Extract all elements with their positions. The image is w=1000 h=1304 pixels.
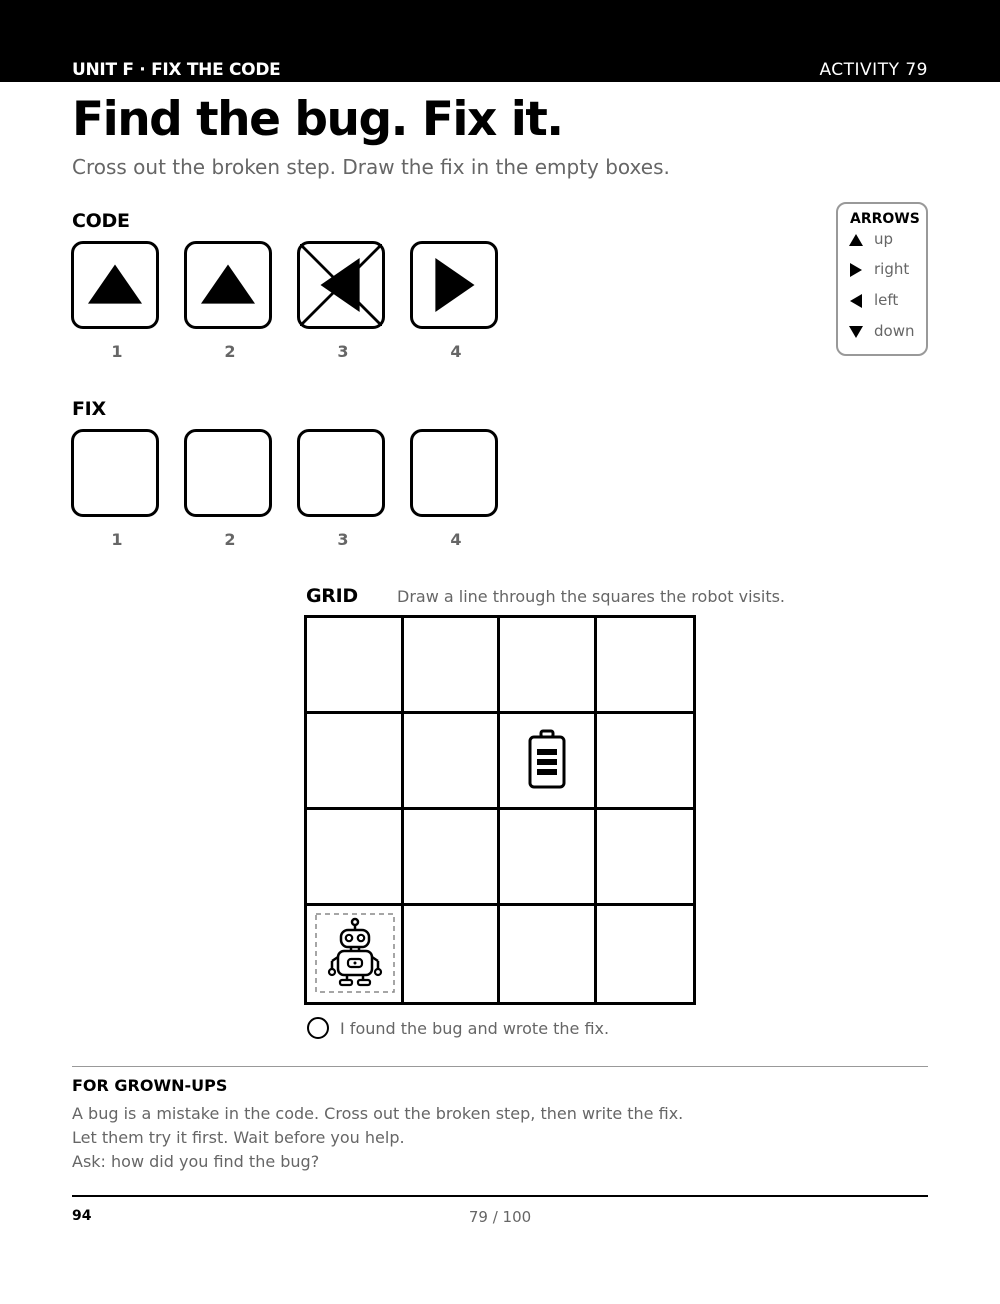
fix-box-4[interactable] — [410, 429, 498, 517]
robot-icon — [325, 917, 385, 989]
legend-label: down — [874, 322, 915, 340]
grid-instruction: Draw a line through the squares the robot visits. — [397, 587, 786, 606]
legend-label: right — [874, 260, 910, 278]
code-step-number: 1 — [111, 342, 123, 361]
grid-cell[interactable] — [404, 618, 501, 714]
grown-ups-line: Ask: how did you find the bug? — [72, 1152, 320, 1171]
fix-step-number: 4 — [450, 530, 462, 549]
code-step-1[interactable] — [71, 241, 159, 329]
grid-cell-battery[interactable] — [500, 714, 597, 810]
fix-step-number: 1 — [111, 530, 123, 549]
header-bar — [0, 0, 1000, 82]
activity-label: ACTIVITY 79 — [819, 60, 928, 80]
legend-label: left — [874, 291, 899, 309]
fix-box-3[interactable] — [297, 429, 385, 517]
fix-box-2[interactable] — [184, 429, 272, 517]
grid-cell[interactable] — [597, 618, 694, 714]
unit-label: UNIT F · FIX THE CODE — [72, 60, 281, 80]
grid-cell[interactable] — [404, 714, 501, 810]
fix-label: FIX — [72, 398, 106, 420]
legend-label: up — [874, 230, 894, 248]
code-step-3[interactable] — [297, 241, 385, 329]
down-arrow-icon — [848, 324, 864, 340]
up-arrow-icon — [74, 244, 156, 326]
grid-cell[interactable] — [307, 714, 404, 810]
checkbox-label: I found the bug and wrote the fix. — [340, 1019, 610, 1038]
fix-step-number: 2 — [224, 530, 236, 549]
code-step-number: 2 — [224, 342, 236, 361]
grid-cell[interactable] — [500, 906, 597, 1002]
grown-ups-line: A bug is a mistake in the code. Cross out the broken step, then write the fix. — [72, 1104, 684, 1123]
grid-cell[interactable] — [597, 906, 694, 1002]
footer-divider — [72, 1195, 928, 1197]
grown-ups-line: Let them try it first. Wait before you help. — [72, 1128, 405, 1147]
grid-cell[interactable] — [404, 810, 501, 906]
grid-cell-robot[interactable] — [307, 906, 404, 1002]
up-arrow-icon — [848, 232, 864, 248]
grid-cell[interactable] — [597, 810, 694, 906]
activity-progress: 79 / 100 — [468, 1208, 532, 1226]
code-step-number: 4 — [450, 342, 462, 361]
code-step-number: 3 — [337, 342, 349, 361]
grid-cell[interactable] — [307, 810, 404, 906]
robot-grid[interactable] — [304, 615, 696, 1005]
left-arrow-icon — [300, 244, 382, 326]
code-step-2[interactable] — [184, 241, 272, 329]
arrows-legend — [836, 202, 928, 356]
grid-cell[interactable] — [500, 810, 597, 906]
grid-cell[interactable] — [597, 714, 694, 810]
left-arrow-icon — [848, 293, 864, 309]
battery-icon — [527, 729, 567, 791]
grown-ups-title: FOR GROWN-UPS — [72, 1076, 228, 1095]
right-arrow-icon — [413, 244, 495, 326]
found-bug-checkbox[interactable] — [307, 1017, 329, 1039]
page-title: Find the bug. Fix it. — [72, 92, 563, 147]
right-arrow-icon — [848, 262, 864, 278]
grid-cell[interactable] — [404, 906, 501, 1002]
grid-label: GRID — [306, 585, 358, 607]
grid-cell[interactable] — [307, 618, 404, 714]
legend-title: ARROWS — [850, 211, 920, 227]
fix-step-number: 3 — [337, 530, 349, 549]
page-number: 94 — [72, 1208, 92, 1224]
fix-box-1[interactable] — [71, 429, 159, 517]
code-step-4[interactable] — [410, 241, 498, 329]
grid-cell[interactable] — [500, 618, 597, 714]
up-arrow-icon — [187, 244, 269, 326]
divider — [72, 1066, 928, 1067]
page-subtitle: Cross out the broken step. Draw the fix in the empty boxes. — [72, 155, 670, 179]
code-label: CODE — [72, 210, 130, 232]
